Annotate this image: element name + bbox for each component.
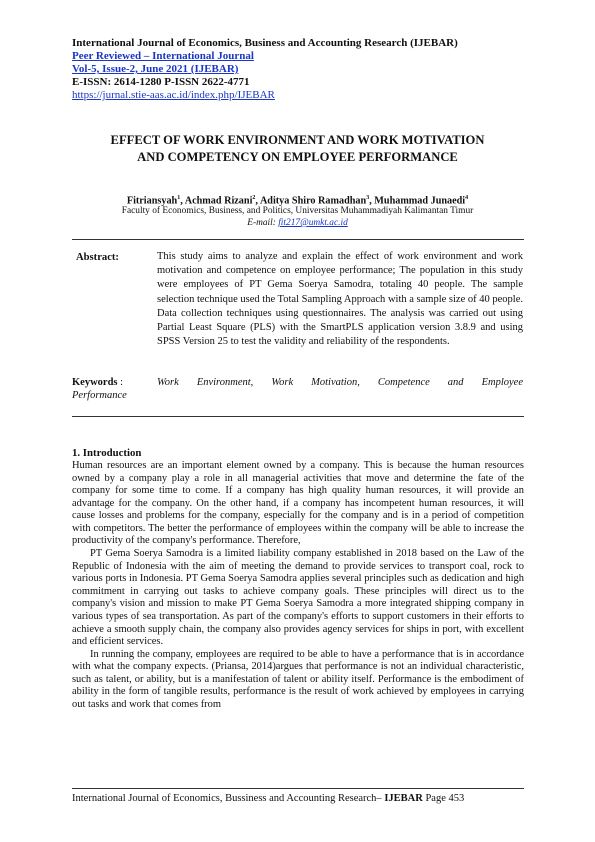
paper-title-line-1: EFFECT OF WORK ENVIRONMENT AND WORK MOTIVATION — [110, 133, 485, 147]
journal-url-link[interactable]: https://jurnal.stie-aas.ac.id/index.php/IJEBAR — [72, 89, 275, 101]
issn: E-ISSN: 2614-1280 P-ISSN 2622-4771 — [72, 76, 250, 88]
intro-paragraph-3: In running the company, employees are required to be able to have a performance that is in accordance with what the company expects. (Priansa, 2014)argues that performance is not an individual characteristic, such as talent, or ability, but is a manifestation of talent or ability itself. Performance is the embodiment of ability in the form of tangible results, performance is the result of work achieved by employees in carrying out tasks and work that comes from — [72, 648, 524, 710]
author-name: Aditya Shiro Ramadhan — [259, 195, 367, 207]
author-affiliation: Faculty of Economics, Business, and Politics, Universitas Muhammadiyah Kalimantan Timur — [121, 206, 474, 216]
author-name: Fitriansyah — [126, 195, 178, 207]
author-affiliation-marker: 1 — [177, 195, 181, 201]
author-affiliation-marker: 3 — [366, 195, 370, 201]
email-link[interactable]: fit217@umkt.ac.id — [278, 218, 348, 228]
keywords-text: Work Environment, Work Motivation, Competence and Employee — [157, 377, 523, 388]
footer-brand: IJEBAR — [384, 793, 423, 804]
peer-reviewed-link[interactable]: Peer Reviewed – International Journal — [72, 50, 254, 62]
abstract-text: This study aims to analyze and explain the effect of work environment and work motivation and competence on employee performance; The population in this study were employees of PT Gema Soerya Samodra, totaling 40 people. The sample selection technique used the Total Sampling Approach with a sample size of 40 people. Data collection techniques using questionnaires. The analysis was carried out using Partial Least Square (PLS) with the SmartPLS application version 3.8.9 and using SPSS Version 25 to test the validity and reliability of the respondents. — [157, 251, 523, 348]
keywords-text-tail: Performance — [72, 390, 127, 401]
intro-paragraph-2: PT Gema Soerya Samodra is a limited liability company established in 2018 based on the Law of the Republic of Indonesia with the aim of meeting the demand to provide services to transport coal, rock to various ports in Indonesia. PT Gema Soerya Samodra applies several principles such as dedication and high commitment in carrying out tasks to achieve company goals. These principles will direct us to the company's vision and mission to make PT Gema Soerya Samodra a more integrated shipping company in various types of sea transportation. As part of the company's efforts to support customers in their efforts to achieve a smooth supply chain, the company also provides agency services for ships in port, with excellent and efficient services. — [72, 548, 524, 648]
author-name: Muhammad Junaedi — [374, 195, 466, 207]
abstract-top-rule — [72, 239, 524, 240]
email-label: E-mail: — [247, 218, 276, 228]
introduction-heading: 1. Introduction — [72, 447, 142, 459]
keywords-label-colon: : — [117, 377, 124, 388]
abstract-bottom-rule — [72, 416, 524, 417]
keywords-label — [72, 377, 123, 388]
author-list: Fitriansyah$^1$, Achmad Rizani$^2$, Aditya Shiro Ramadhan$^3$, Muhammad Junaedi$^4$ — [126, 195, 469, 207]
abstract-label-text: Abstract — [76, 252, 116, 263]
page-number: Page 453 — [422, 793, 465, 804]
author-name: Achmad Rizani — [184, 195, 253, 207]
intro-paragraph-1: Human resources are an important element owned by a company. This is because the human resources owned by a company play a role in all managerial activities that move and determine the fate of the company for some time to come. If a company has high quality human resources, it will provide an advantage for the company. On the other hand, if a company has incompetent human resources, it will cause losses and problems for the company, especially for the company and is in a period of competition with competitors. The better the performance of employees within the company will be able to increase the productivity of the company's performance. Therefore, — [72, 460, 524, 547]
keywords-label-text: Keywords — [72, 377, 118, 388]
paper-title — [60, 132, 535, 166]
page-footer — [72, 793, 524, 804]
volume-link[interactable]: Vol-5, Issue-2, June 2021 (IJEBAR) — [72, 63, 239, 75]
abstract-label — [76, 252, 119, 263]
abstract-label-colon: : — [115, 252, 119, 263]
author-affiliation-marker: 4 — [465, 195, 469, 201]
introduction-body — [72, 460, 524, 712]
journal-header — [72, 37, 532, 102]
footer-journal: International Journal of Economics, Bussiness and Accounting Research– — [72, 793, 385, 804]
paper-title-line-2: AND COMPETENCY ON EMPLOYEE PERFORMANCE — [137, 150, 458, 164]
author-email-line — [60, 217, 535, 229]
author-affiliation-marker: 2 — [252, 195, 256, 201]
journal-name: International Journal of Economics, Business and Accounting Research (IJEBAR) — [72, 37, 458, 49]
footer-rule — [72, 788, 524, 789]
